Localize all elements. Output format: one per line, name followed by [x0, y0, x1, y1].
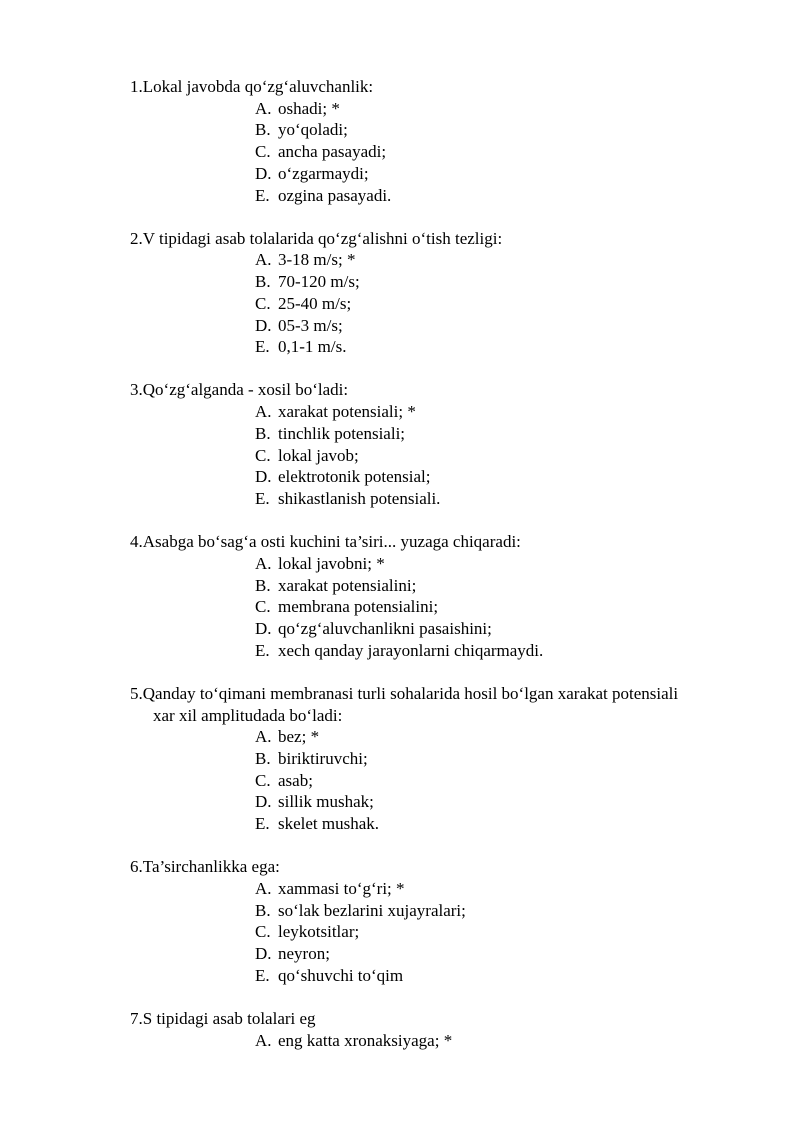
option-text: elektrotonik potensial;	[278, 467, 431, 487]
question-7	[0, 1008, 800, 1051]
answer-option	[0, 423, 800, 445]
option-letter: A.	[255, 402, 272, 422]
answer-option	[0, 791, 800, 813]
question-title: 4.Asabga bo‘sag‘a osti kuchini ta’siri... yuzaga chiqaradi:	[130, 532, 521, 552]
question-title-continuation: xar xil amplitudada bo‘ladi:	[153, 705, 343, 725]
question-4	[0, 531, 800, 661]
answer-option	[0, 249, 800, 271]
option-text: eng katta xronaksiyaga; *	[278, 1030, 453, 1050]
option-text: qo‘shuvchi to‘qim	[278, 965, 404, 985]
option-letter: E.	[255, 814, 270, 834]
option-text: asab;	[278, 770, 313, 790]
answer-option	[0, 900, 800, 922]
option-letter: A.	[255, 553, 272, 573]
option-letter: D.	[255, 163, 272, 183]
answer-option	[0, 813, 800, 835]
option-text: shikastlanish potensiali.	[278, 488, 441, 508]
question-title: 2.V tipidagi asab tolalarida qo‘zg‘alishni o‘tish tezligi:	[130, 228, 503, 248]
option-text: so‘lak bezlarini xujayralari;	[278, 900, 466, 920]
question-6	[0, 856, 800, 986]
option-text: xarakat potensialini;	[278, 575, 417, 595]
option-letter: B.	[255, 423, 271, 443]
option-letter: D.	[255, 944, 272, 964]
answer-option	[0, 401, 800, 423]
option-text: ozgina pasayadi.	[278, 185, 392, 205]
option-letter: A.	[255, 879, 272, 898]
answer-option	[0, 553, 800, 575]
answer-option	[0, 596, 800, 618]
option-letter: C.	[255, 445, 271, 465]
answer-option	[0, 878, 800, 900]
document-page	[0, 76, 800, 1073]
option-text: ancha pasayadi;	[278, 142, 387, 162]
option-text: lokal javobni; *	[278, 553, 385, 573]
option-text: neyron;	[278, 944, 330, 964]
option-text: xarakat potensiali; *	[278, 402, 416, 422]
option-text: oshadi; *	[278, 98, 340, 118]
answer-option	[0, 965, 800, 987]
answer-option	[0, 98, 800, 120]
option-text: membrana potensialini;	[278, 597, 439, 617]
question-title: 7.S tipidagi asab tolalari eg	[130, 1009, 316, 1029]
option-letter: D.	[255, 792, 272, 812]
option-letter: A.	[255, 727, 272, 747]
option-text: 70-120 m/s;	[278, 272, 360, 292]
answer-option	[0, 141, 800, 163]
option-letter: B.	[255, 748, 271, 768]
option-text: biriktiruvchi;	[278, 748, 368, 768]
option-text: yo‘qoladi;	[278, 120, 348, 140]
answer-option	[0, 943, 800, 965]
answer-option	[0, 726, 800, 748]
answer-option	[0, 748, 800, 770]
option-letter: E.	[255, 965, 270, 985]
option-letter: A.	[255, 98, 272, 118]
option-text: 25-40 m/s;	[278, 293, 352, 313]
option-letter: B.	[255, 120, 271, 140]
option-text: 0,1-1 m/s.	[278, 337, 347, 357]
option-text: skelet mushak.	[278, 814, 380, 834]
option-text: qo‘zg‘aluvchanlikni pasaishini;	[278, 618, 492, 638]
option-text: bez; *	[278, 727, 320, 747]
option-text: o‘zgarmaydi;	[278, 163, 369, 183]
option-text: 05-3 m/s;	[278, 315, 343, 335]
answer-option	[0, 618, 800, 640]
answer-option	[0, 315, 800, 337]
answer-option	[0, 119, 800, 141]
option-text: tinchlik potensiali;	[278, 423, 406, 443]
option-text: leykotsitlar;	[278, 922, 360, 942]
question-5	[0, 683, 800, 835]
answer-option	[0, 640, 800, 662]
answer-option	[0, 770, 800, 792]
option-letter: D.	[255, 618, 272, 638]
option-text: xech qanday jarayonlarni chiqarmaydi.	[278, 640, 544, 660]
answer-option	[0, 271, 800, 293]
question-title: 6.Ta’sirchanlikka ega:	[130, 857, 280, 877]
option-letter: E.	[255, 488, 270, 508]
option-letter: C.	[255, 293, 271, 313]
question-1	[0, 76, 800, 206]
option-letter: C.	[255, 142, 271, 162]
option-letter: B.	[255, 575, 271, 595]
option-letter: B.	[255, 272, 271, 292]
question-2	[0, 228, 800, 358]
option-letter: D.	[255, 467, 272, 487]
option-letter: E.	[255, 185, 270, 205]
option-text: 3-18 m/s; *	[278, 250, 356, 270]
option-letter: A.	[255, 250, 272, 270]
question-3	[0, 379, 800, 509]
option-letter: B.	[255, 900, 271, 920]
question-title: 3.Qo‘zg‘alganda - xosil bo‘ladi:	[130, 380, 349, 400]
option-letter: A.	[255, 1030, 272, 1050]
option-text: lokal javob;	[278, 445, 359, 465]
question-title: 5.Qanday to‘qimani membranasi turli sohalarida hosil bo‘lgan xarakat potensiali	[130, 683, 679, 703]
option-letter: E.	[255, 640, 270, 660]
answer-option	[0, 466, 800, 488]
answer-option	[0, 1030, 800, 1052]
answer-option	[0, 445, 800, 467]
option-letter: C.	[255, 770, 271, 790]
answer-option	[0, 488, 800, 510]
option-letter: D.	[255, 315, 272, 335]
question-title: 1.Lokal javobda qo‘zg‘aluvchanlik:	[130, 77, 374, 96]
answer-option	[0, 336, 800, 358]
answer-option	[0, 575, 800, 597]
answer-option	[0, 921, 800, 943]
answer-option	[0, 163, 800, 185]
answer-option	[0, 293, 800, 315]
option-letter: C.	[255, 922, 271, 942]
option-letter: C.	[255, 597, 271, 617]
option-letter: E.	[255, 337, 270, 357]
answer-option	[0, 185, 800, 207]
option-text: xammasi to‘g‘ri; *	[278, 879, 405, 898]
option-text: sillik mushak;	[278, 792, 374, 812]
